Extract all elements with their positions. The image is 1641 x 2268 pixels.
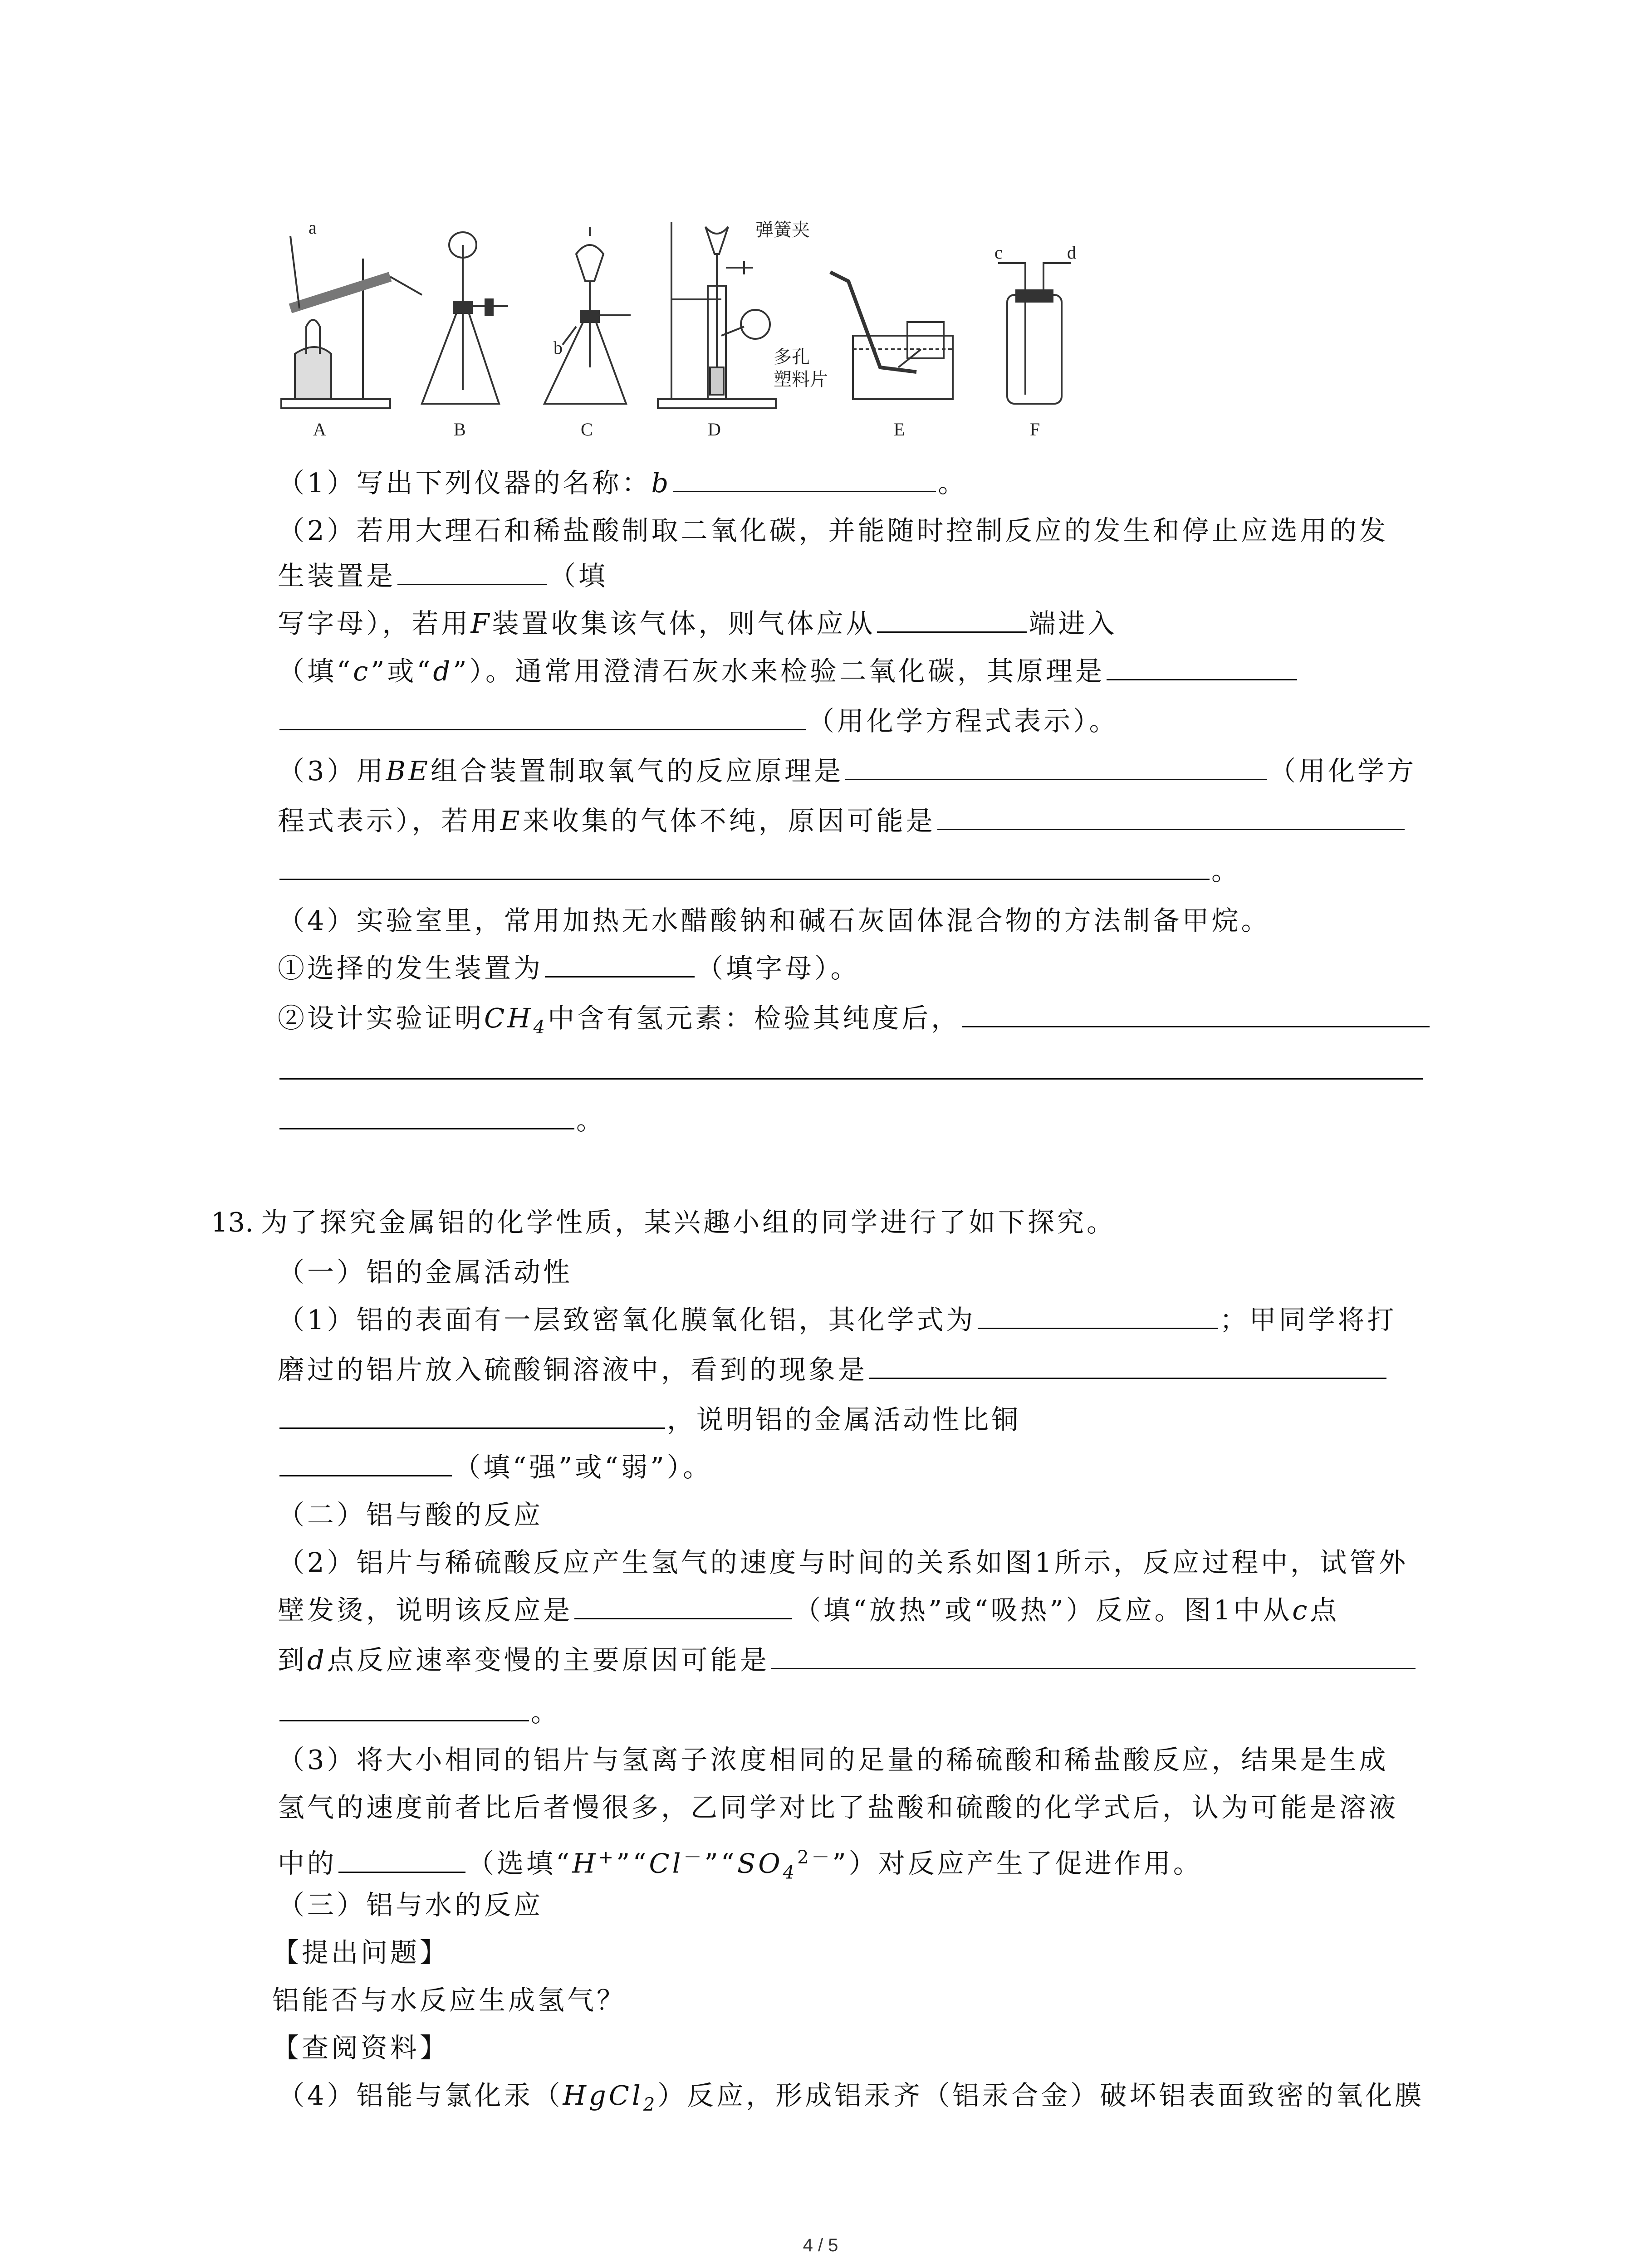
q13-p1-l3: ，说明铝的金属活动性比铜 <box>667 1404 1021 1435</box>
q13-section-1: （一）铝的金属活动性 <box>278 1256 573 1288</box>
q13-p1-line2 <box>278 1352 1388 1388</box>
q13-p1-blank-strength[interactable] <box>279 1450 452 1476</box>
q12-p3-l1b: 组合装置制取氧气的反应原理是 <box>430 755 843 787</box>
q12-p2-line2 <box>278 558 608 594</box>
q12-p2-l4a: （填“ <box>278 655 353 687</box>
q13-p2-l2c: c <box>1292 1594 1310 1626</box>
q12-p2-l4b: ”或“ <box>371 655 433 687</box>
q13-p3-l3a: 中的 <box>278 1848 337 1879</box>
q13-heading-info: 【查阅资料】 <box>272 2032 450 2063</box>
q13-p3-clsup: － <box>683 1847 705 1868</box>
q12-p4-blank-design3[interactable] <box>279 1103 574 1129</box>
q13-p4sub: 2 <box>643 2094 658 2115</box>
q13-p2-l2d: 点 <box>1310 1594 1340 1626</box>
annot-b: b <box>554 337 563 358</box>
q12-p2-text-b: （填 <box>549 560 608 591</box>
annot-plate-1: 多孔 <box>774 347 810 367</box>
label-f: F <box>1030 419 1040 440</box>
q13-p3-q2: ”“ <box>704 1848 737 1879</box>
annot-c: c <box>994 242 1003 263</box>
q12-p1-blank[interactable] <box>673 465 936 492</box>
q12-p3-line3 <box>278 853 1241 889</box>
q12-p3-blank-eq[interactable] <box>845 753 1267 780</box>
q13-p1-l4: （填“强”或“弱”）。 <box>454 1452 713 1483</box>
q13-p1-l2: 磨过的铝片放入硫酸铜溶液中，看到的现象是 <box>278 1354 868 1385</box>
label-e: E <box>894 419 905 440</box>
q12-p3-l3: 。 <box>1211 855 1241 886</box>
q12-p3-line1 <box>278 753 1416 789</box>
q12-p3-blank-reason2[interactable] <box>279 853 1210 880</box>
q12-p4-l3b: 中含有氢元素：检验其纯度后， <box>548 1002 961 1034</box>
q12-p4-line4 <box>278 1052 1425 1089</box>
q13-p2-l2b: （填“放热”或“吸热”）反应。图1中从 <box>794 1594 1293 1626</box>
q12-p2-line3 <box>278 606 1117 642</box>
q12-p4-blank-design2[interactable] <box>279 1053 1423 1080</box>
annot-d: d <box>1067 242 1076 263</box>
q13-p3-so: SO <box>737 1848 783 1879</box>
q12-p4-blank-device[interactable] <box>545 951 695 978</box>
q13-p4b: ）反应，形成铝汞齐（铝汞合金）破坏铝表面致密的氧化膜 <box>657 2080 1425 2111</box>
q12-p2-l3a: 写字母），若用 <box>278 608 471 639</box>
q13-p3-blank-ion[interactable] <box>338 1846 465 1873</box>
q13-p2-l3d: d <box>307 1644 327 1676</box>
annot-clamp: 弹簧夹 <box>755 220 810 240</box>
q12-p2-text-a: 生装置是 <box>278 560 396 591</box>
q13-p2-line1: （2）铝片与稀硫酸反应产生氢气的速度与时间的关系如图1所示，反应过程中，试管外 <box>278 1547 1409 1578</box>
q12-p1-var: b <box>651 467 671 499</box>
q12-p3-l2var: E <box>500 805 523 836</box>
q13-p2-blank-heat[interactable] <box>574 1593 792 1619</box>
q12-p4-l2b: （填字母）。 <box>696 953 860 984</box>
q13-p2-line3 <box>278 1642 1417 1678</box>
annot-plate-2: 塑料片 <box>774 369 828 390</box>
q12-p4-blank-design1[interactable] <box>962 1001 1430 1027</box>
label-a: A <box>313 419 326 440</box>
q12-p1-text: （1）写出下列仪器的名称： <box>278 467 652 499</box>
q12-p3-l2b: 来收集的气体不纯，原因可能是 <box>522 805 936 836</box>
apparatus-f <box>998 263 1071 404</box>
q12-p3-l1a: （3）用 <box>278 755 386 787</box>
q13-p2-line4 <box>278 1694 560 1730</box>
q12-p4-line1: （4）实验室里，常用加热无水醋酸钠和碱石灰固体混合物的方法制备甲烷。 <box>278 905 1271 936</box>
q12-p2-line4 <box>278 653 1299 689</box>
q13-section-2: （二）铝与酸的反应 <box>278 1499 544 1530</box>
q13-p3-hsup: + <box>598 1847 617 1868</box>
q12-p4-l3sub: 4 <box>533 1017 548 1038</box>
q13-p3-l3b: （选填“ <box>467 1848 573 1879</box>
q13-p1-line3 <box>278 1402 1021 1438</box>
q12-p4-l5: 。 <box>576 1105 606 1136</box>
q13-p4a: （4）铝能与氯化汞（ <box>278 2080 563 2111</box>
q12-p2-l5: （用化学方程式表示）。 <box>808 705 1119 737</box>
apparatus-b <box>422 232 508 404</box>
q13-heading-ask: 【提出问题】 <box>272 1937 450 1968</box>
apparatus-d <box>658 222 776 408</box>
q12-p3-l1c: （用化学方 <box>1269 755 1417 787</box>
q13-p3-line3 <box>278 1839 1203 1891</box>
q12-p2-l4e: ”）。通常用澄清石灰水来检验二氧化碳，其原理是 <box>453 655 1105 687</box>
q13-p3-sosub: 4 <box>783 1862 798 1883</box>
q13-p1-line1 <box>278 1302 1397 1338</box>
q13-number: 13. <box>211 1207 254 1238</box>
q12-p4-l3var: CH <box>484 1002 534 1034</box>
q12-p3-blank-reason1[interactable] <box>937 803 1405 830</box>
label-d: D <box>708 419 721 440</box>
q13-p4hg: HgCl <box>563 2080 643 2111</box>
label-c: C <box>581 419 593 440</box>
q12-p2-line1: （2）若用大理石和稀盐酸制取二氧化碳，并能随时控制反应的发生和停止应选用的发 <box>278 515 1389 546</box>
q12-p3-line2 <box>278 803 1406 839</box>
q12-p2-blank-device[interactable] <box>397 558 547 585</box>
q13-p2-l3b: 点反应速率变慢的主要原因可能是 <box>327 1644 769 1676</box>
apparatus-c <box>544 227 631 404</box>
q13-p2-l4: 。 <box>531 1696 561 1728</box>
q12-p3-l2a: 程式表示），若用 <box>278 805 500 836</box>
q13-p2-blank-reason1[interactable] <box>771 1642 1416 1669</box>
q13-p2-l3a: 到 <box>278 1644 308 1676</box>
annot-a: a <box>309 218 317 238</box>
page-number: 4 / 5 <box>803 2235 838 2255</box>
q13-ask: 铝能否与水反应生成氢气？ <box>272 1984 627 2016</box>
q13-p1-blank-phenomenon2[interactable] <box>279 1402 665 1429</box>
q13-intro: 为了探究金属铝的化学性质，某兴趣小组的同学进行了如下探究。 <box>261 1207 1117 1238</box>
q13-p3-line2: 氢气的速度前者比后者慢很多，乙同学对比了盐酸和硫酸的化学式后，认为可能是溶液 <box>278 1792 1399 1823</box>
apparatus-diagram <box>272 218 1434 454</box>
q12-p2-l4c: c <box>353 655 371 687</box>
q13-section-3: （三）铝与水的反应 <box>278 1889 544 1921</box>
q13-p1-blank-phenomenon1[interactable] <box>869 1352 1386 1379</box>
q12-p4-l3a: ②设计实验证明 <box>278 1002 485 1034</box>
q13-p3-line1: （3）将大小相同的铝片与氢离子浓度相同的足量的稀硫酸和稀盐酸反应，结果是生成 <box>278 1744 1389 1775</box>
q12-p2-l3c: 端进入 <box>1029 608 1117 639</box>
q13-p3-l3c: ”）对反应产生了促进作用。 <box>832 1848 1203 1879</box>
q12-p1-end: 。 <box>938 467 968 499</box>
q13-p3-cl: Cl <box>649 1848 684 1879</box>
q12-p4-line3 <box>278 1000 1431 1046</box>
q12-p2-l3b: 装置收集该气体，则气体应从 <box>492 608 876 639</box>
q12-p4-line2 <box>278 950 860 987</box>
q13-p1-line4 <box>278 1449 712 1486</box>
q13-p3-sosup: 2－ <box>797 1847 833 1868</box>
q13-p3-q1: ”“ <box>616 1848 649 1879</box>
q12-p2-l4d: d <box>433 655 453 687</box>
q12-p4-l2a: ①选择的发生装置为 <box>278 953 544 984</box>
q13-p1-l1a: （1）铝的表面有一层致密氧化膜氧化铝，其化学式为 <box>278 1304 976 1335</box>
apparatus-a <box>281 236 422 408</box>
q12-p1 <box>278 465 967 501</box>
q13-p1-blank-formula[interactable] <box>978 1302 1218 1329</box>
q12-p2-blank-port[interactable] <box>877 606 1027 633</box>
q12-p2-line5 <box>278 703 1119 739</box>
q13-p2-blank-reason2[interactable] <box>279 1695 529 1721</box>
q12-p2-l3var: F <box>470 608 492 639</box>
q12-p3-l1var: BE <box>386 755 431 787</box>
q13-p2-l2a: 壁发烫，说明该反应是 <box>278 1594 573 1626</box>
apparatus-e <box>830 272 953 399</box>
q13-p4 <box>278 2077 1424 2123</box>
apparatus-figure <box>272 218 1434 454</box>
q13-p2-line2 <box>278 1592 1339 1628</box>
q12-p2-blank-eq1[interactable] <box>1107 654 1297 680</box>
q13-p3-h: H <box>572 1848 598 1879</box>
q12-p2-blank-eq2[interactable] <box>279 704 806 730</box>
q12-p4-line5 <box>278 1102 606 1139</box>
q13-p1-l1b: ；甲同学将打 <box>1220 1304 1397 1335</box>
label-b: B <box>454 419 466 440</box>
